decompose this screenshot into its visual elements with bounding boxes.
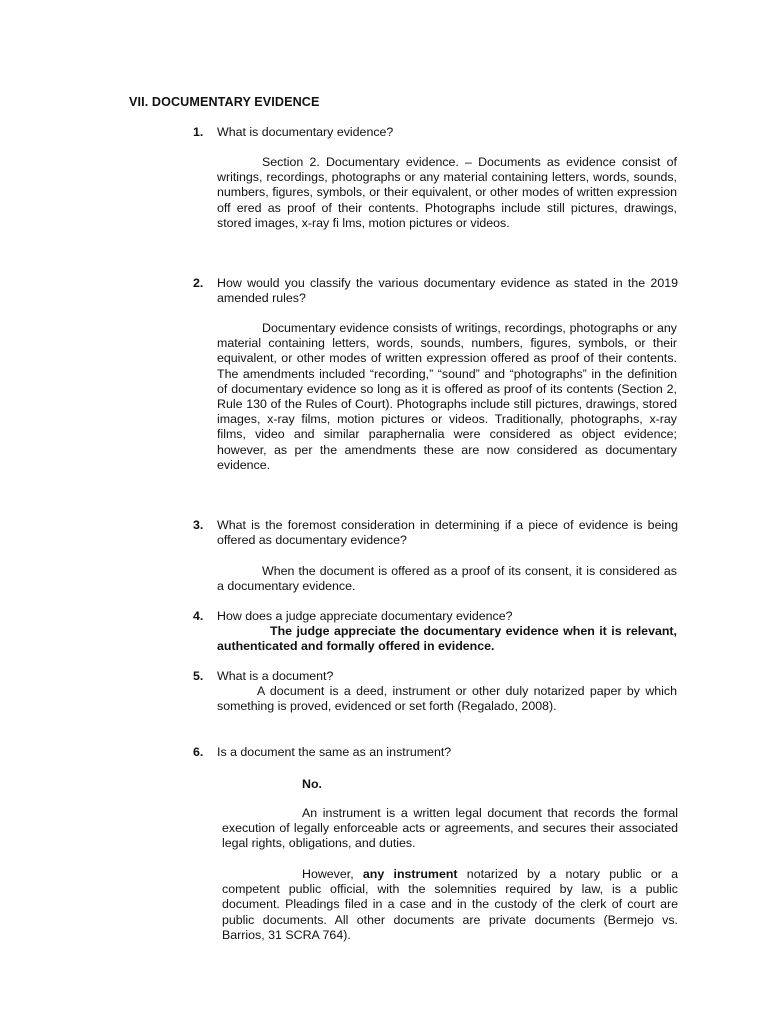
question-text: What is a document? xyxy=(217,669,334,683)
question-3 xyxy=(193,518,678,548)
question-number: 4. xyxy=(193,609,204,623)
question-text: Is a document the same as an instrument? xyxy=(217,745,452,759)
question-2 xyxy=(193,276,678,306)
answer-6-paragraph-2 xyxy=(222,867,678,943)
question-number: 2. xyxy=(193,276,204,290)
section-title: VII. DOCUMENTARY EVIDENCE xyxy=(129,95,320,109)
question-text: How does a judge appreciate documentary evidence? xyxy=(217,609,513,623)
answer-6-p2-emphasis: any instrument xyxy=(362,867,458,881)
question-6 xyxy=(193,745,678,760)
answer-2: Documentary evidence consists of writings, recordings, photographs or any material containing letters, words, sounds, numbers, figures, symbols, or their equivalent, or other modes of written expression offered as proof of their contents. The amendments included “recording,” “sound” and “photographs” in the definition of documentary evidence so long as it is offered as proof of its contents (Section 2, Rule 130 of the Rules of Court). Photographs include still pictures, drawings, stored images, x-ray films, motion pictures or videos. Traditionally, photographs, x-ray films, video and similar paraphernalia were considered as object evidence; however, as per the amendments these are now considered as documentary evidence. xyxy=(217,321,677,472)
question-text: What is documentary evidence? xyxy=(217,125,394,139)
answer-6-p2-rest: notarized by a notary public or a competent public official, with the solemnities required by law, is a public document. Pleadings filed in a case and in the custody of the clerk of court are public documents. All other documents are private documents (Bermejo vs. Barrios, 31 SCRA 764). xyxy=(222,867,678,942)
answer-4: The judge appreciate the documentary evidence when it is relevant, authenticated and formally offered in evidence. xyxy=(217,624,677,654)
answer-1: Section 2. Documentary evidence. – Documents as evidence consist of writings, recordings, photographs or any material containing letters, words, sounds, numbers, figures, symbols, or their equivalent, or other modes of written expression off ered as proof of their contents. Photographs include still pictures, drawings, stored images, x-ray fi lms, motion pictures or videos. xyxy=(217,155,677,230)
answer-6-p2-lead: However, xyxy=(302,867,363,881)
question-text: How would you classify the various documentary evidence as stated in the 2019 amended rules? xyxy=(217,276,678,306)
answer-6-no: No. xyxy=(302,777,322,791)
question-5 xyxy=(193,669,678,684)
answer-5: A document is a deed, instrument or other duly notarized paper by which something is proved, evidenced or set forth (Regalado, 2008). xyxy=(217,684,677,714)
answer-3: When the document is offered as a proof of its consent, it is considered as a documentary evidence. xyxy=(217,564,677,594)
question-number: 6. xyxy=(193,745,204,759)
question-number: 3. xyxy=(193,518,204,532)
answer-6-paragraph-1: An instrument is a written legal document that records the formal execution of legally enforceable acts or agreements, and secures their associated legal rights, obligations, and duties. xyxy=(222,806,678,851)
question-number: 5. xyxy=(193,669,204,683)
question-text: What is the foremost consideration in determining if a piece of evidence is being offered as documentary evidence? xyxy=(217,518,678,548)
question-number: 1. xyxy=(193,125,204,139)
question-1 xyxy=(193,125,678,140)
question-4 xyxy=(193,609,678,624)
